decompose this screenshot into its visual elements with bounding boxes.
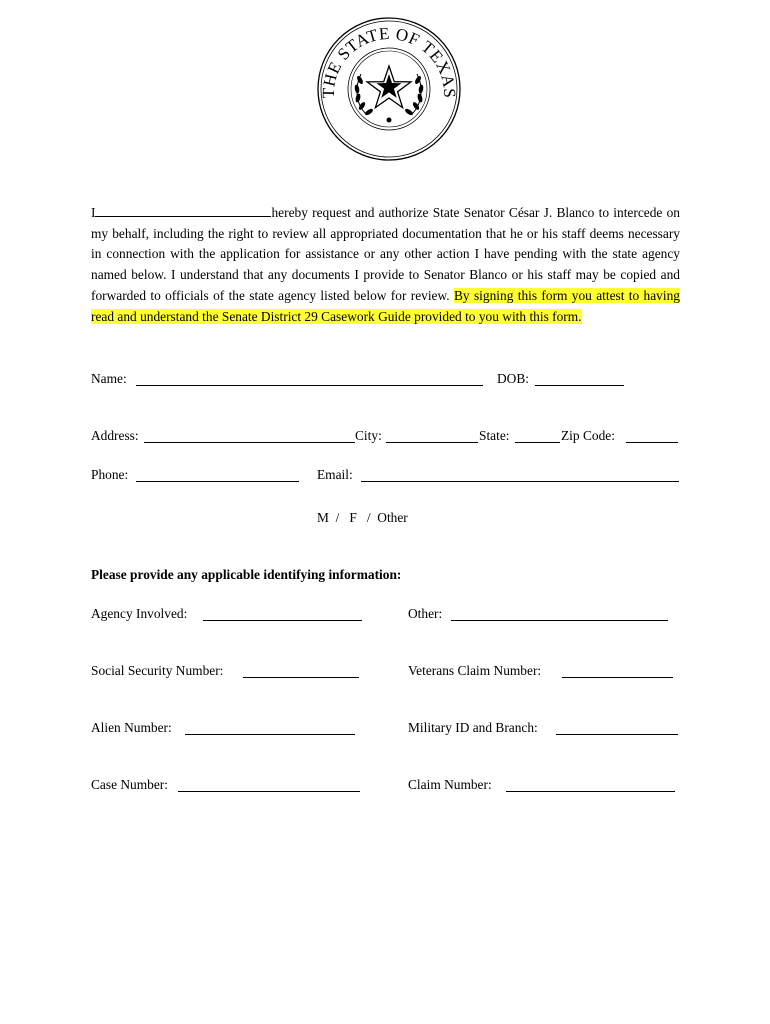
zip-label: Zip Code: <box>561 428 615 443</box>
alien-field[interactable] <box>185 734 355 735</box>
agency-label: Agency Involved: <box>91 606 188 621</box>
veterans-claim-field[interactable] <box>562 677 673 678</box>
state-label: State: <box>479 428 510 443</box>
authorization-text: hereby request and authorize State Senator César J. Blanco to intercede on my behalf, including the right to review all appropriated documentation that he or his staff deems necessary in connection with the application for assistance or any other action I have pending with the state agency named below. I understand that any documents I provide to Senator Blanco or his staff may be copied and forwarded to officials of the state agency listed below for review. <box>91 205 680 303</box>
case-label: Case Number: <box>91 777 168 792</box>
case-field[interactable] <box>178 791 360 792</box>
address-field[interactable] <box>144 442 355 443</box>
other-field[interactable] <box>451 620 668 621</box>
email-field[interactable] <box>361 481 679 482</box>
zip-field[interactable] <box>626 442 678 443</box>
city-field[interactable] <box>386 442 478 443</box>
dob-label: DOB: <box>497 371 529 386</box>
other-label: Other: <box>408 606 443 621</box>
gender-options[interactable]: M / F / Other <box>317 510 408 525</box>
authorization-paragraph <box>91 203 680 327</box>
alien-label: Alien Number: <box>91 720 172 735</box>
phone-label: Phone: <box>91 467 129 482</box>
name-field[interactable] <box>136 385 483 386</box>
claim-field[interactable] <box>506 791 675 792</box>
claim-label: Claim Number: <box>408 777 492 792</box>
military-label: Military ID and Branch: <box>408 720 538 735</box>
texas-state-seal <box>316 16 462 162</box>
agency-field[interactable] <box>203 620 362 621</box>
military-field[interactable] <box>556 734 678 735</box>
state-field[interactable] <box>515 442 560 443</box>
svg-text:THE STATE OF TEXAS: THE STATE OF TEXAS <box>318 23 460 99</box>
address-label: Address: <box>91 428 139 443</box>
dob-field[interactable] <box>535 385 624 386</box>
veterans-claim-label: Veterans Claim Number: <box>408 663 542 678</box>
email-label: Email: <box>317 467 353 482</box>
ssn-label: Social Security Number: <box>91 663 224 678</box>
identifying-heading: Please provide any applicable identifying information: <box>91 567 402 582</box>
city-label: City: <box>355 428 382 443</box>
requester-name-blank[interactable] <box>95 215 271 217</box>
phone-field[interactable] <box>136 481 299 482</box>
casework-guide-notice: By signing this form you attest to having read and understand the Senate District 29 Casework Guide provided to you with this form. <box>91 287 680 324</box>
ssn-field[interactable] <box>243 677 359 678</box>
name-label: Name: <box>91 371 127 386</box>
authorization-lead: I <box>91 205 96 220</box>
